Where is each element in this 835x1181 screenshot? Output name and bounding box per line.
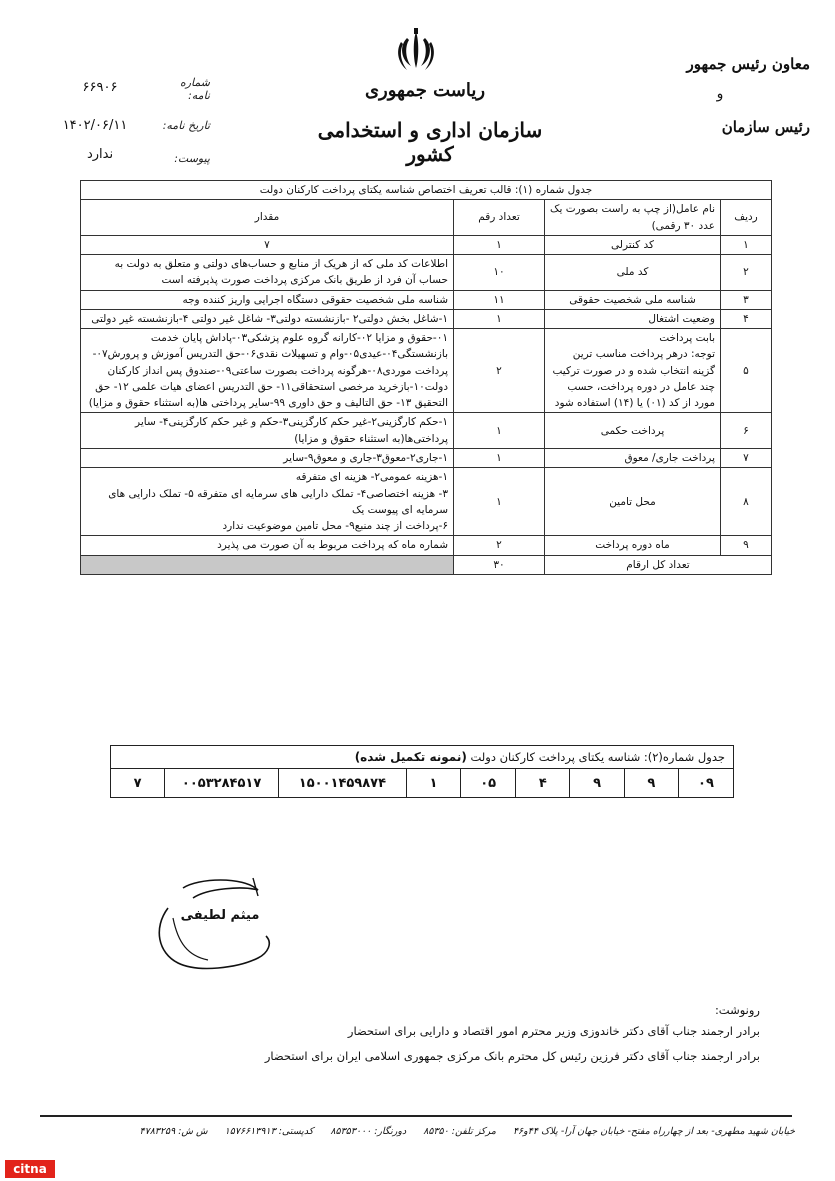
copy-recipient-1: برادر ارجمند جناب آقای دکتر خاندوزی وزیر محترم امور اقتصاد و دارایی برای استحضار bbox=[347, 1024, 760, 1038]
row-count: ۲ bbox=[454, 536, 545, 555]
sender-title-line3: رئیس سازمان bbox=[721, 118, 810, 136]
sample-payment-id-table bbox=[110, 745, 734, 798]
total-empty-cell bbox=[81, 555, 454, 574]
table2-title: جدول شماره(۲): شناسه یکتای پرداخت کارکنان دولت bbox=[470, 750, 725, 764]
iran-emblem-icon bbox=[393, 28, 439, 74]
sender-title-line2: و bbox=[716, 86, 724, 102]
row-count: ۱۰ bbox=[454, 255, 545, 291]
citna-logo-text: citna bbox=[13, 1162, 47, 1176]
id-segment: ۰۹ bbox=[678, 769, 733, 798]
table2-title-row bbox=[111, 746, 734, 769]
row-value: شماره ماه که پرداخت مربوط به آن صورت می پذیرد bbox=[81, 536, 454, 555]
table-row bbox=[81, 468, 772, 536]
row-count: ۱ bbox=[454, 309, 545, 328]
row-num: ۵ bbox=[721, 329, 772, 413]
row-value: ۱-جاری۲-معوق۳-جاری و معوق۹-سایر bbox=[81, 448, 454, 467]
row-name: کد ملی bbox=[545, 255, 721, 291]
row-value: اطلاعات کد ملی که از هریک از منابع و حساب‌های دولتی و متعلق به دولت به حساب آن فرد از طریق بانک مرکزی پرداخت صورت پذیرفته است bbox=[81, 255, 454, 291]
row-num: ۲ bbox=[721, 255, 772, 291]
table-row bbox=[81, 235, 772, 254]
id-segment: ۰۰۵۳۲۸۴۵۱۷ bbox=[165, 769, 279, 798]
row-num: ۷ bbox=[721, 448, 772, 467]
row-value: شناسه ملی شخصیت حقوقی دستگاه اجرایی واریز کننده وجه bbox=[81, 290, 454, 309]
letter-number-label: شماره نامه: bbox=[179, 76, 210, 102]
row-count: ۱ bbox=[454, 448, 545, 467]
table2-title-cell bbox=[111, 746, 734, 769]
row-value: ۷ bbox=[81, 235, 454, 254]
row-count: ۱۱ bbox=[454, 290, 545, 309]
header-count: تعداد رقم bbox=[454, 200, 545, 236]
footer-fax: دورنگار: ۸۵۳۵۳۰۰۰ bbox=[330, 1126, 407, 1137]
sender-title-line1: معاون رئیس جمهور bbox=[686, 55, 810, 73]
row-name: وضعیت اشتغال bbox=[545, 309, 721, 328]
header-value: مقدار bbox=[81, 200, 454, 236]
payment-id-definition-table bbox=[80, 180, 772, 575]
row-name: پرداخت جاری/ معوق bbox=[545, 448, 721, 467]
copies-label: رونوشت: bbox=[714, 1003, 760, 1017]
row-num: ۹ bbox=[721, 536, 772, 555]
row-value: ۱-هزینه عمومی۲- هزینه ای متفرقه ۳- هزینه اختصاصی۴- تملک دارایی های سرمایه ای متفرقه ۵- تملک دارایی های سرمایه ای پیوست یک ۶-پرداخت از چند منبع۹- محل تامین موضوعیت ندارد bbox=[81, 468, 454, 536]
footer-address: خیابان شهید مطهری- بعد از چهارراه مفتح- خیابان جهان آرا- پلاک ۴۴و۴۶ bbox=[512, 1126, 795, 1137]
row-name: محل تامین bbox=[545, 468, 721, 536]
table1-title: جدول شماره (۱): قالب تعریف اختصاص شناسه یکتای پرداخت کارکنان دولت bbox=[81, 181, 772, 200]
row-num: ۱ bbox=[721, 235, 772, 254]
copy-recipient-2: برادر ارجمند جناب آقای دکتر فرزین رئیس کل محترم بانک مرکزی جمهوری اسلامی ایران برای استحضار bbox=[264, 1049, 760, 1063]
letter-number-value: ۶۶۹۰۶ bbox=[82, 80, 118, 95]
table-title-row bbox=[81, 181, 772, 200]
id-segment: ۱۵۰۰۱۴۵۹۸۷۴ bbox=[278, 769, 406, 798]
id-segment: ۰۵ bbox=[461, 769, 516, 798]
id-segment: ۴ bbox=[516, 769, 570, 798]
row-count: ۲ bbox=[454, 329, 545, 413]
footer-postal: کدپستی: ۱۵۷۶۶۱۳۹۱۳ bbox=[224, 1126, 314, 1137]
row-count: ۱ bbox=[454, 468, 545, 536]
row-num: ۸ bbox=[721, 468, 772, 536]
letter-date-value: ۱۴۰۲/۰۶/۱۱ bbox=[62, 118, 128, 133]
table-row bbox=[81, 536, 772, 555]
presidency-title: ریاست جمهوری bbox=[364, 80, 486, 101]
row-num: ۶ bbox=[721, 413, 772, 449]
row-count: ۱ bbox=[454, 413, 545, 449]
attachment-label: پیوست: bbox=[174, 152, 210, 165]
row-count: ۱ bbox=[454, 235, 545, 254]
row-num: ۳ bbox=[721, 290, 772, 309]
id-segment: ۹ bbox=[624, 769, 678, 798]
row-value: ۰۱-حقوق و مزایا ۰۲-کارانه گروه علوم پزشکی۰۳-پاداش پایان خدمت بازنشستگی۰۴-عیدی۰۵-وام و تسهیلات نقدی۰۶-حق التدریس آموزش و پرورش۰۷-پرداخت موردی۰۸-هرگونه پرداخت بصورت ساعتی۰۹-صندوق پس انداز کارکنان دولت۱۰-بازخرید مرخصی استحقاقی۱۱- حق التدریس اعضای هیات علمی ۱۲- حق التحقیق ۱۳- حق التالیف و حق داوری ۹۹-سایر پرداختی ها(به استثناء حقوق و مزایا) bbox=[81, 329, 454, 413]
row-value: ۱-حکم کارگزینی۲-غیر حکم کارگزینی۳-حکم و غیر حکم کارگزینی۴- سایر پرداختی‌ها(به استثناء حقوق و مزایا) bbox=[81, 413, 454, 449]
row-name: شناسه ملی شخصیت حقوقی bbox=[545, 290, 721, 309]
id-segment: ۱ bbox=[406, 769, 460, 798]
table-row bbox=[81, 448, 772, 467]
row-name: کد کنترلی bbox=[545, 235, 721, 254]
id-segment: ۹ bbox=[570, 769, 624, 798]
row-name: بابت پرداخت توجه: درهر پرداخت مناسب ترین گزینه انتخاب شده و در صورت ترکیب چند عامل در دوره پرداخت، حسب مورد از کد (۰۱) یا (۱۴) استفاده شود bbox=[545, 329, 721, 413]
table-total-row bbox=[81, 555, 772, 574]
row-name: پرداخت حکمی bbox=[545, 413, 721, 449]
table-header-row bbox=[81, 200, 772, 236]
signature-scribble bbox=[148, 868, 288, 988]
table-row bbox=[81, 290, 772, 309]
table-row bbox=[81, 309, 772, 328]
table-row bbox=[81, 329, 772, 413]
row-num: ۴ bbox=[721, 309, 772, 328]
header-name: نام عامل(از چپ به راست بصورت یک عدد ۳۰ رقمی) bbox=[545, 200, 721, 236]
table-row bbox=[81, 255, 772, 291]
letter-date-label: تاریخ نامه: bbox=[162, 119, 210, 132]
header-num: ردیف bbox=[721, 200, 772, 236]
table2-digits-row bbox=[111, 769, 734, 798]
signatory-name: میثم لطیفی bbox=[180, 908, 260, 923]
footer-divider bbox=[40, 1115, 792, 1117]
footer-phone: مرکز تلفن: ۸۵۳۵۰ bbox=[423, 1126, 496, 1137]
attachment-value: ندارد bbox=[86, 147, 114, 162]
row-name: ماه دوره پرداخت bbox=[545, 536, 721, 555]
total-label: تعداد کل ارقام bbox=[545, 555, 772, 574]
row-value: ۱-شاغل بخش دولتی۲ -بازنشسته دولتی۳- شاغل غیر دولتی ۴-بازنشسته غیر دولتی bbox=[81, 309, 454, 328]
organization-title: سازمان اداری و استخدامی کشور bbox=[317, 118, 543, 166]
footer-id: ش ش: ۴۷۸۳۲۵۹ bbox=[139, 1126, 208, 1137]
table2-title-bold: (نمونه تکمیل شده) bbox=[354, 750, 467, 764]
total-count: ۳۰ bbox=[454, 555, 545, 574]
footer-contact bbox=[95, 1126, 795, 1137]
id-segment: ۷ bbox=[111, 769, 165, 798]
table-row bbox=[81, 413, 772, 449]
